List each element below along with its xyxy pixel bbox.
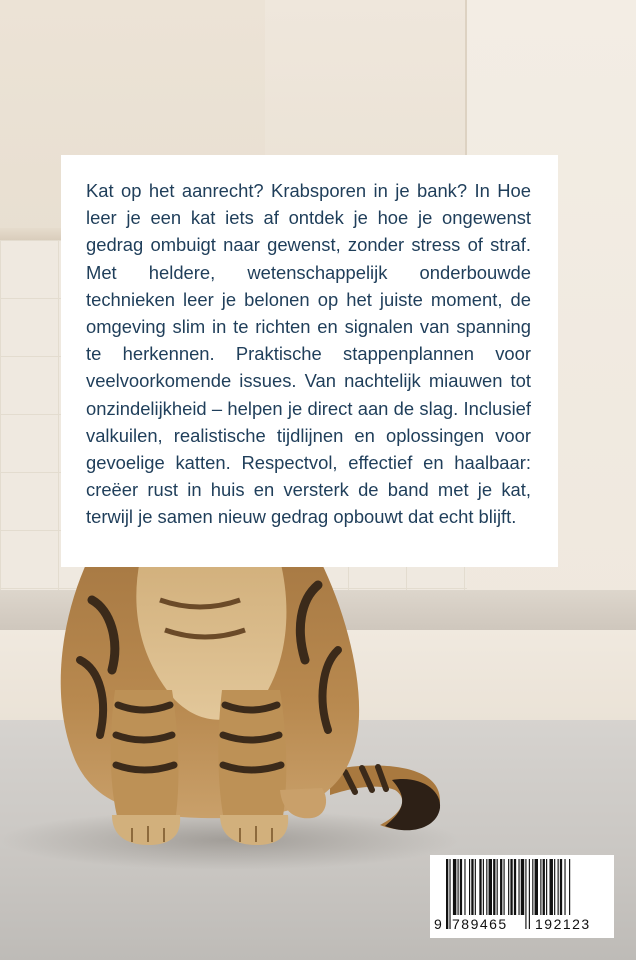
barcode-bar xyxy=(540,859,541,915)
barcode-bar xyxy=(510,859,512,915)
barcode-bar xyxy=(460,859,462,915)
barcode-bar xyxy=(535,859,538,915)
barcode-bar xyxy=(521,859,524,915)
barcode-bar xyxy=(529,859,530,929)
barcode-bar xyxy=(518,859,519,915)
barcode-bar xyxy=(569,859,570,915)
barcode-bar xyxy=(471,859,473,915)
barcode-bar xyxy=(500,859,502,915)
barcode-left-digits: 789465 xyxy=(452,916,508,932)
barcode-bar xyxy=(469,859,470,915)
barcode-bar xyxy=(514,859,516,915)
barcode-bar xyxy=(486,859,487,915)
barcode-bar xyxy=(532,859,533,915)
barcode-bar xyxy=(458,859,459,915)
barcode-bar xyxy=(558,859,559,915)
barcode-lead-digit: 9 xyxy=(434,916,444,932)
barcode-bar xyxy=(493,859,495,915)
barcode-bar xyxy=(475,859,476,915)
barcode-bar xyxy=(449,859,450,929)
barcode-bar xyxy=(560,859,562,915)
barcode-bar xyxy=(546,859,547,915)
barcode-bar xyxy=(554,859,555,915)
barcode-bar xyxy=(489,859,492,915)
barcode-bar xyxy=(446,859,448,929)
barcode-bar xyxy=(464,859,465,915)
blurb-panel xyxy=(61,155,558,567)
barcode-bar xyxy=(525,859,526,929)
barcode-bar xyxy=(479,859,481,915)
back-cover-blurb: Kat op het aanrecht? Krabsporen in je bank? In Hoe leer je een kat iets af ontdek je hoe je ongewenst gedrag ombuigt naar gewenst, zonder stress of straf. Met heldere, wetenschappelijk onderbouwde technieken leer je belonen op het juiste moment, de omgeving slim in te richten en signalen van spanning te herkennen. Praktische stappenplannen voor veelvoorkomende issues. Van nachtelijk miauwen tot onzindelijkheid – helpen je direct aan de slag. Inclusief valkuilen, realistische tijdlijnen en oplossingen voor gevoelige katten. Respectvol, effectief en haalbaar: creëer rust in huis en versterk de band met je kat, terwijl je samen nieuw gedrag opbouwt dat echt blijft. xyxy=(86,180,531,528)
barcode-bar xyxy=(508,859,509,915)
isbn-barcode xyxy=(430,855,614,938)
barcode-bar xyxy=(543,859,545,915)
barcode-bar xyxy=(550,859,553,915)
barcode-bar xyxy=(483,859,484,915)
barcode-right-digits: 192123 xyxy=(535,916,591,932)
barcode-bar xyxy=(504,859,505,915)
barcode-bar xyxy=(564,859,565,915)
barcode-bar xyxy=(497,859,498,915)
barcode-bar xyxy=(453,859,456,915)
